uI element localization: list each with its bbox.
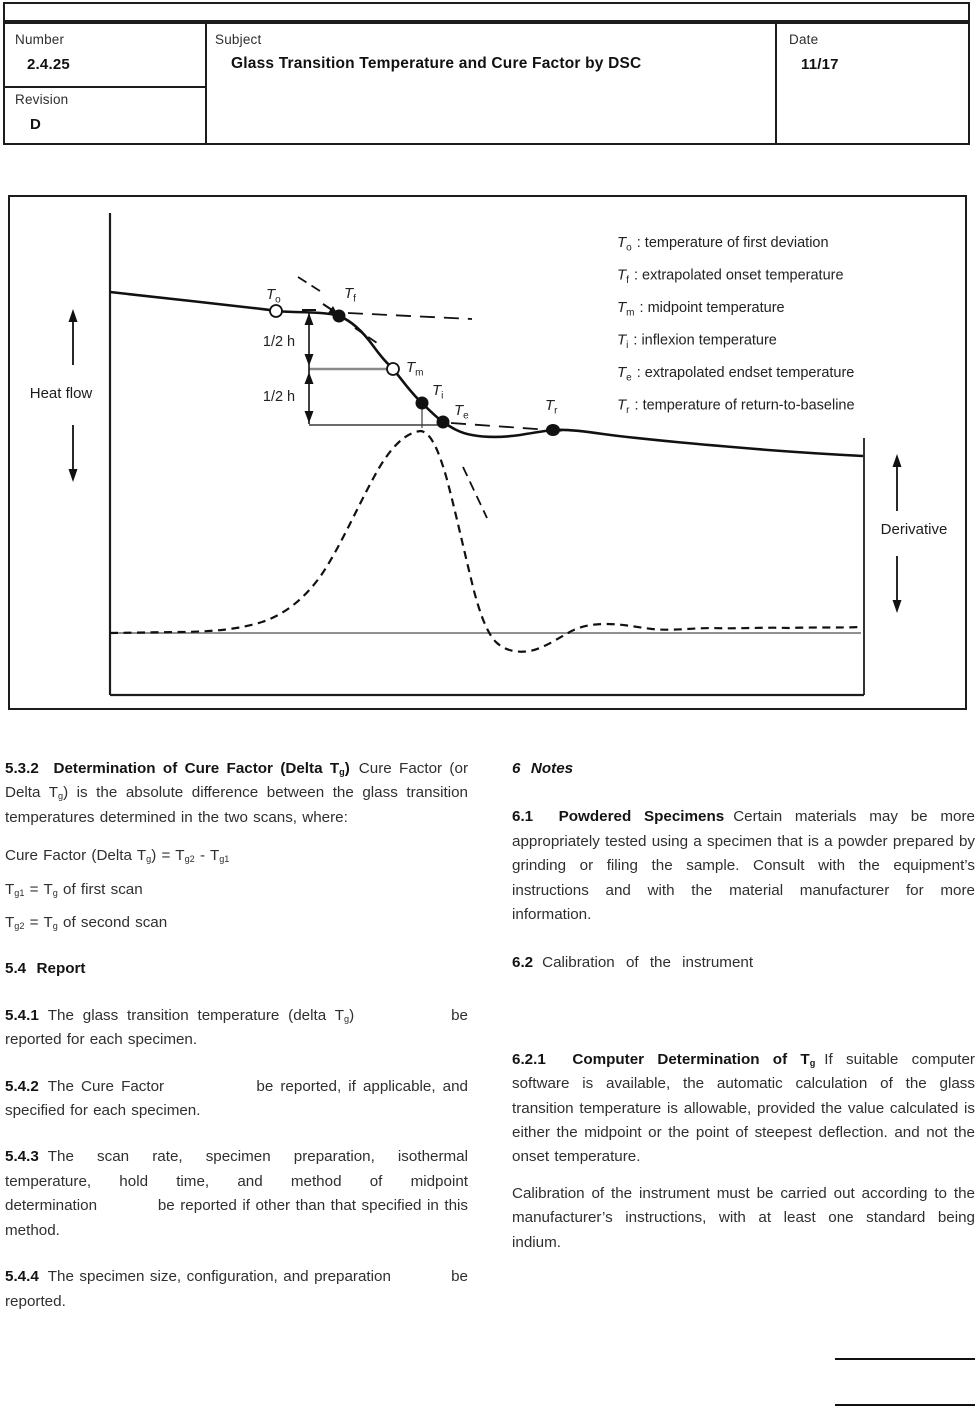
point-Tr-marker bbox=[546, 424, 560, 436]
formula-text: Cure Factor (Delta $T_g) = T_{g2} - T_{g1}$ bbox=[5, 847, 230, 865]
point-To-label: $T_o$ bbox=[266, 286, 281, 306]
footer-rule-upper bbox=[835, 1358, 975, 1360]
point-Te-label: $T_e$ bbox=[454, 402, 469, 422]
half-h-upper-label: 1/2 h bbox=[262, 334, 296, 350]
point-Tr-label: $T_r$ bbox=[545, 397, 558, 417]
header-top-strip bbox=[3, 2, 970, 22]
text-6-2-1: If suitable computer software is available, the automatic calculation of the glass transition temperature is allowable, provided the value calculated is either the midpoint or the point of steepest deflection. and not the onset temperature. bbox=[512, 1050, 975, 1166]
footer-rule-lower bbox=[835, 1404, 975, 1406]
tg2-definition bbox=[5, 911, 468, 935]
heading-6-2-1: 6.2.1 Computer Determination of $T_g$ bbox=[512, 1050, 816, 1069]
derivative-label: Derivative bbox=[880, 521, 948, 538]
dsc-figure bbox=[8, 195, 967, 710]
text-calibration: Calibration of the instrument must be carried out according to the manufacturer’s instructions, with at least one standard being indium. bbox=[512, 1184, 975, 1251]
point-Ti-marker bbox=[416, 397, 429, 410]
para-6 bbox=[512, 757, 975, 781]
point-To-marker bbox=[270, 305, 282, 317]
header-divider-number-revision bbox=[5, 86, 205, 88]
heading-5-3-2: 5.3.2 Determination of Cure Factor (Delta $T_g$) bbox=[5, 760, 350, 778]
para-5-4-3 bbox=[5, 1145, 468, 1243]
point-Tf-marker bbox=[333, 310, 346, 323]
date-value: 11/17 bbox=[801, 56, 839, 73]
point-Ti-label: $T_i$ bbox=[432, 382, 444, 402]
legend-Tr: $T_r$ : temperature of return-to-baseline bbox=[617, 396, 855, 416]
para-calibration bbox=[512, 1182, 975, 1255]
para-6-2-1 bbox=[512, 1048, 975, 1170]
point-Te-marker bbox=[437, 416, 450, 429]
text-5-4-4: The specimen size, configuration, and preparation be reported. bbox=[5, 1268, 468, 1310]
subject-label: Subject bbox=[215, 32, 262, 47]
right-column bbox=[512, 757, 975, 1255]
number-label: Number bbox=[15, 32, 65, 47]
para-6-1 bbox=[512, 805, 975, 927]
point-Tm-marker bbox=[387, 363, 399, 375]
heading-6-2: 6.2 bbox=[512, 954, 534, 972]
para-5-4-4 bbox=[5, 1265, 468, 1314]
half-h-lower-label: 1/2 h bbox=[262, 389, 296, 405]
revision-value: D bbox=[30, 116, 42, 133]
heading-6: 6 Notes bbox=[512, 760, 574, 777]
tg2-text: $T_{g2} = T_g$ of second scan bbox=[5, 914, 168, 932]
para-5-4 bbox=[5, 957, 468, 981]
legend-To: $T_o$ : temperature of first deviation bbox=[617, 234, 829, 254]
tg1-text: $T_{g1} = T_g$ of first scan bbox=[5, 880, 143, 898]
legend-Tm: $T_m$ : midpoint temperature bbox=[617, 299, 785, 319]
cure-factor-formula bbox=[5, 844, 468, 868]
left-column bbox=[5, 757, 468, 1314]
header-table bbox=[3, 22, 970, 145]
para-5-4-2 bbox=[5, 1075, 468, 1124]
para-5-4-1 bbox=[5, 1004, 468, 1053]
heading-5-4-3: 5.4.3 bbox=[5, 1148, 39, 1166]
heading-6-1: 6.1 Powdered Specimens bbox=[512, 808, 725, 826]
text-6-2: Calibration of the instrument bbox=[542, 954, 754, 972]
heading-5-4-1: 5.4.1 bbox=[5, 1006, 39, 1024]
number-value: 2.4.25 bbox=[27, 56, 70, 73]
heading-5-4-2: 5.4.2 bbox=[5, 1077, 39, 1095]
revision-label: Revision bbox=[15, 92, 69, 107]
subject-value: Glass Transition Temperature and Cure Factor by DSC bbox=[231, 55, 642, 72]
text-5-4-2: The Cure Factor be reported, if applicable, and specified for each specimen. bbox=[5, 1077, 468, 1120]
text-5-4-3: The scan rate, specimen preparation, isothermal temperature, hold time, and method of midpoint determination be reported if other than that specified in this method. bbox=[5, 1148, 468, 1239]
point-Tm-label: $T_m$ bbox=[406, 359, 424, 379]
dsc-figure-svg bbox=[8, 195, 967, 710]
legend-Tf: $T_f$ : extrapolated onset temperature bbox=[617, 266, 844, 286]
legend-Ti: $T_i$ : inflexion temperature bbox=[617, 331, 777, 351]
tg1-definition bbox=[5, 878, 468, 902]
para-6-2 bbox=[512, 951, 975, 975]
header-divider-number-subject bbox=[205, 24, 207, 143]
heading-5-4-4: 5.4.4 bbox=[5, 1268, 39, 1286]
para-5-3-2 bbox=[5, 757, 468, 830]
text-5-3-2: Cure Factor (or Delta $T_g$) is the absolute difference between the glass transition temperatures determined in the two scans, where: bbox=[5, 760, 468, 826]
legend-Te: $T_e$ : extrapolated endset temperature bbox=[617, 364, 855, 384]
point-Tf-label: $T_f$ bbox=[344, 285, 356, 305]
header-divider-subject-date bbox=[775, 24, 777, 143]
text-6-1: Certain materials may be more appropriately tested using a specimen that is a powder prepared by grinding or filing the sample. Consult with the equipment’s instructions and with the material manufacturer for more information. bbox=[512, 808, 975, 924]
heading-5-4: 5.4 Report bbox=[5, 960, 86, 978]
text-5-4-1: The glass transition temperature (delta $T_g$) be reported for each specimen. bbox=[5, 1006, 468, 1049]
date-label: Date bbox=[789, 32, 819, 47]
heat-flow-label: Heat flow bbox=[29, 385, 93, 402]
